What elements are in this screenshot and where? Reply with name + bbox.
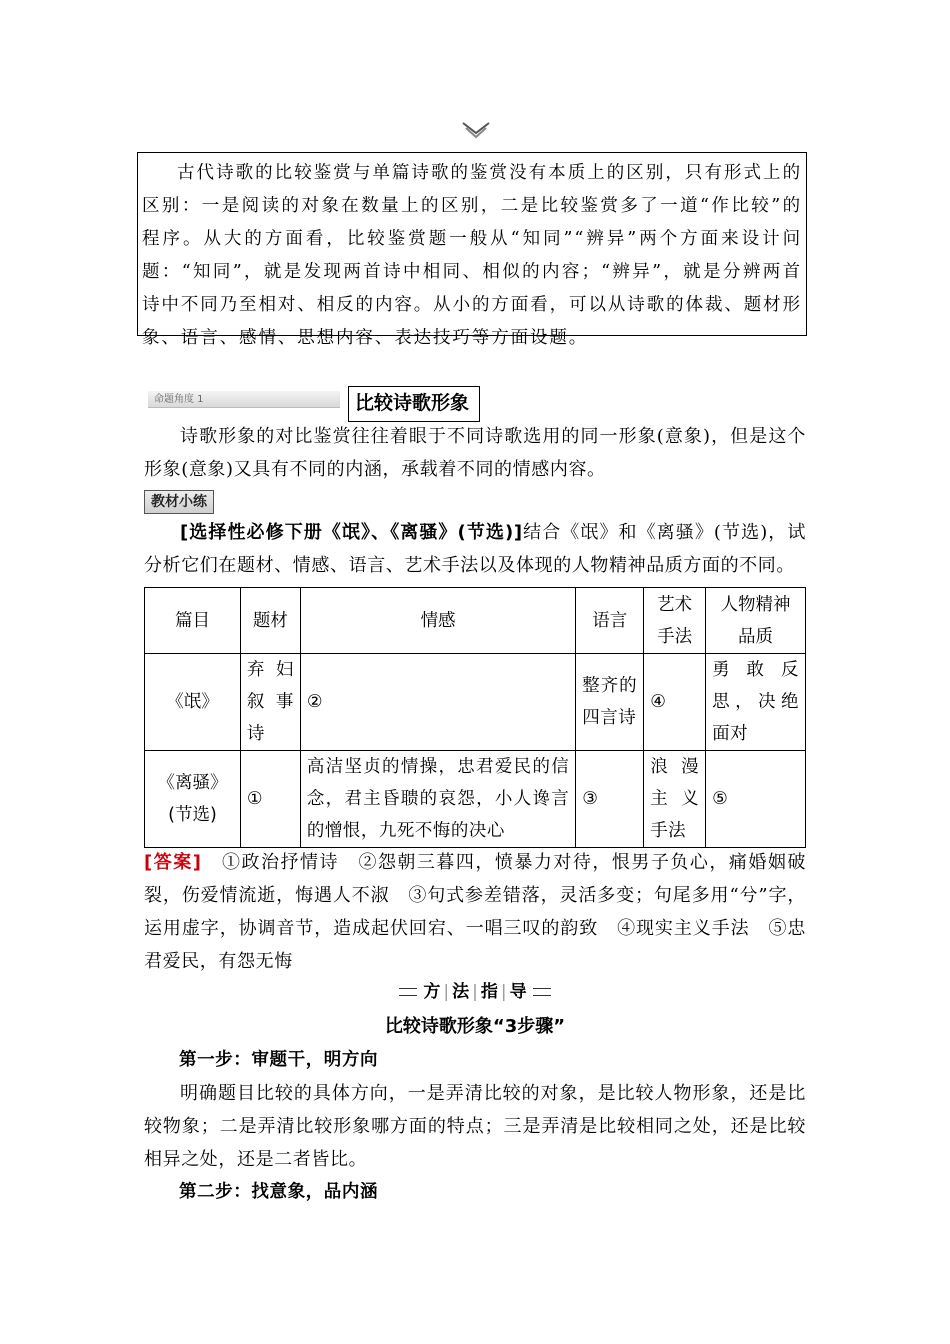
method-char: 方 xyxy=(423,982,441,1002)
comparison-table xyxy=(144,587,806,848)
header-cell: 艺术手法 xyxy=(644,588,706,654)
header-cell: 语言 xyxy=(576,588,644,654)
table-header-row xyxy=(145,588,806,654)
method-char: 导 xyxy=(509,982,527,1002)
step2-title: 第二步：找意象，品内涵 xyxy=(179,1182,379,1202)
question-text: 结合《氓》和《离骚》(节选)，试分析它们在题材、情感、语言、艺术手法以及体现的人物精神品质方面的不同。 xyxy=(144,522,806,576)
table-cell: ③ xyxy=(576,751,644,848)
step1-title: 第一步：审题干，明方向 xyxy=(179,1050,379,1070)
answer-paragraph xyxy=(144,846,806,978)
method-char: 指 xyxy=(480,982,498,1002)
table-cell: 整齐的四言诗 xyxy=(576,654,644,751)
angle-title: 比较诗歌形象 xyxy=(348,386,480,422)
divider xyxy=(399,988,417,996)
table-cell: 高洁坚贞的情操，忠君爱民的信念，君主昏聩的哀怨，小人谗言的憎恨，九死不悔的决心 xyxy=(300,751,575,848)
question-paragraph xyxy=(144,516,806,582)
method-title: 比较诗歌形象“3步骤” xyxy=(384,1016,566,1037)
table-cell: 浪漫主义手法 xyxy=(644,751,706,848)
table-cell: 勇敢反思，决绝面对 xyxy=(706,654,806,751)
intro-text: 古代诗歌的比较鉴赏与单篇诗歌的鉴赏没有本质上的区别，只有形式上的区别：一是阅读的对象在数量上的区别，二是比较鉴赏多了一道“作比较”的程序。从大的方面看，比较鉴赏题一般从“知同”“辨异”两个方面来设计问题：“知同”，就是发现两首诗中相同、相似的内容；“辨异”，就是分辨两首诗中不同乃至相对、相反的内容。从小的方面看，可以从诗歌的体裁、题材形象、语言、感情、思想内容、表达技巧等方面设题。 xyxy=(142,163,802,348)
question-angle-header xyxy=(144,386,480,422)
angle-tag: 命题角度 1 xyxy=(148,391,340,408)
header-cell: 题材 xyxy=(240,588,300,654)
table-cell: ④ xyxy=(644,654,706,751)
answer-text: ①政治抒情诗 ②怨朝三暮四，愤暴力对待，恨男子负心，痛婚姻破裂，伤爱情流逝，悔遇人不淑 ③句式参差错落，灵活多变；句尾多用“兮”字，运用虚字，协调音节，造成起伏回宕、一唱三叹的韵致 ④现实主义手法 ⑤忠君爱民，有怨无悔 xyxy=(144,852,806,972)
answer-label: [答案] xyxy=(144,852,202,873)
table-cell: 弃妇叙事诗 xyxy=(240,654,300,751)
angle-description: 诗歌形象的对比鉴赏往往着眼于不同诗歌选用的同一形象(意象)，但是这个形象(意象)又具有不同的内涵，承载着不同的情感内容。 xyxy=(144,426,806,480)
table-row xyxy=(145,654,806,751)
chevron-down-icon xyxy=(462,120,490,140)
table-cell: 《氓》 xyxy=(145,654,241,751)
intro-box xyxy=(137,152,807,348)
header-cell: 人物精神品质 xyxy=(706,588,806,654)
table-row xyxy=(145,751,806,848)
question-source: [选择性必修下册《氓》、《离骚》(节选)] xyxy=(180,522,523,543)
table-cell: 《离骚》(节选) xyxy=(145,751,241,848)
table-cell: ② xyxy=(300,654,575,751)
step1-text: 明确题目比较的具体方向，一是弄清比较的对象，是比较人物形象，还是比较物象；二是弄清比较形象哪方面的特点；三是弄清是比较相同之处，还是比较相异之处，还是二者皆比。 xyxy=(144,1083,806,1170)
method-guide-heading: 方 | 法 | 指 | 导 xyxy=(0,980,950,1004)
divider xyxy=(533,988,551,996)
header-cell: 情感 xyxy=(300,588,575,654)
textbook-practice-badge: 教材小练 xyxy=(144,490,214,514)
header-cell: 篇目 xyxy=(145,588,241,654)
table-cell: ① xyxy=(240,751,300,848)
method-char: 法 xyxy=(452,982,470,1002)
table-cell: ⑤ xyxy=(706,751,806,848)
